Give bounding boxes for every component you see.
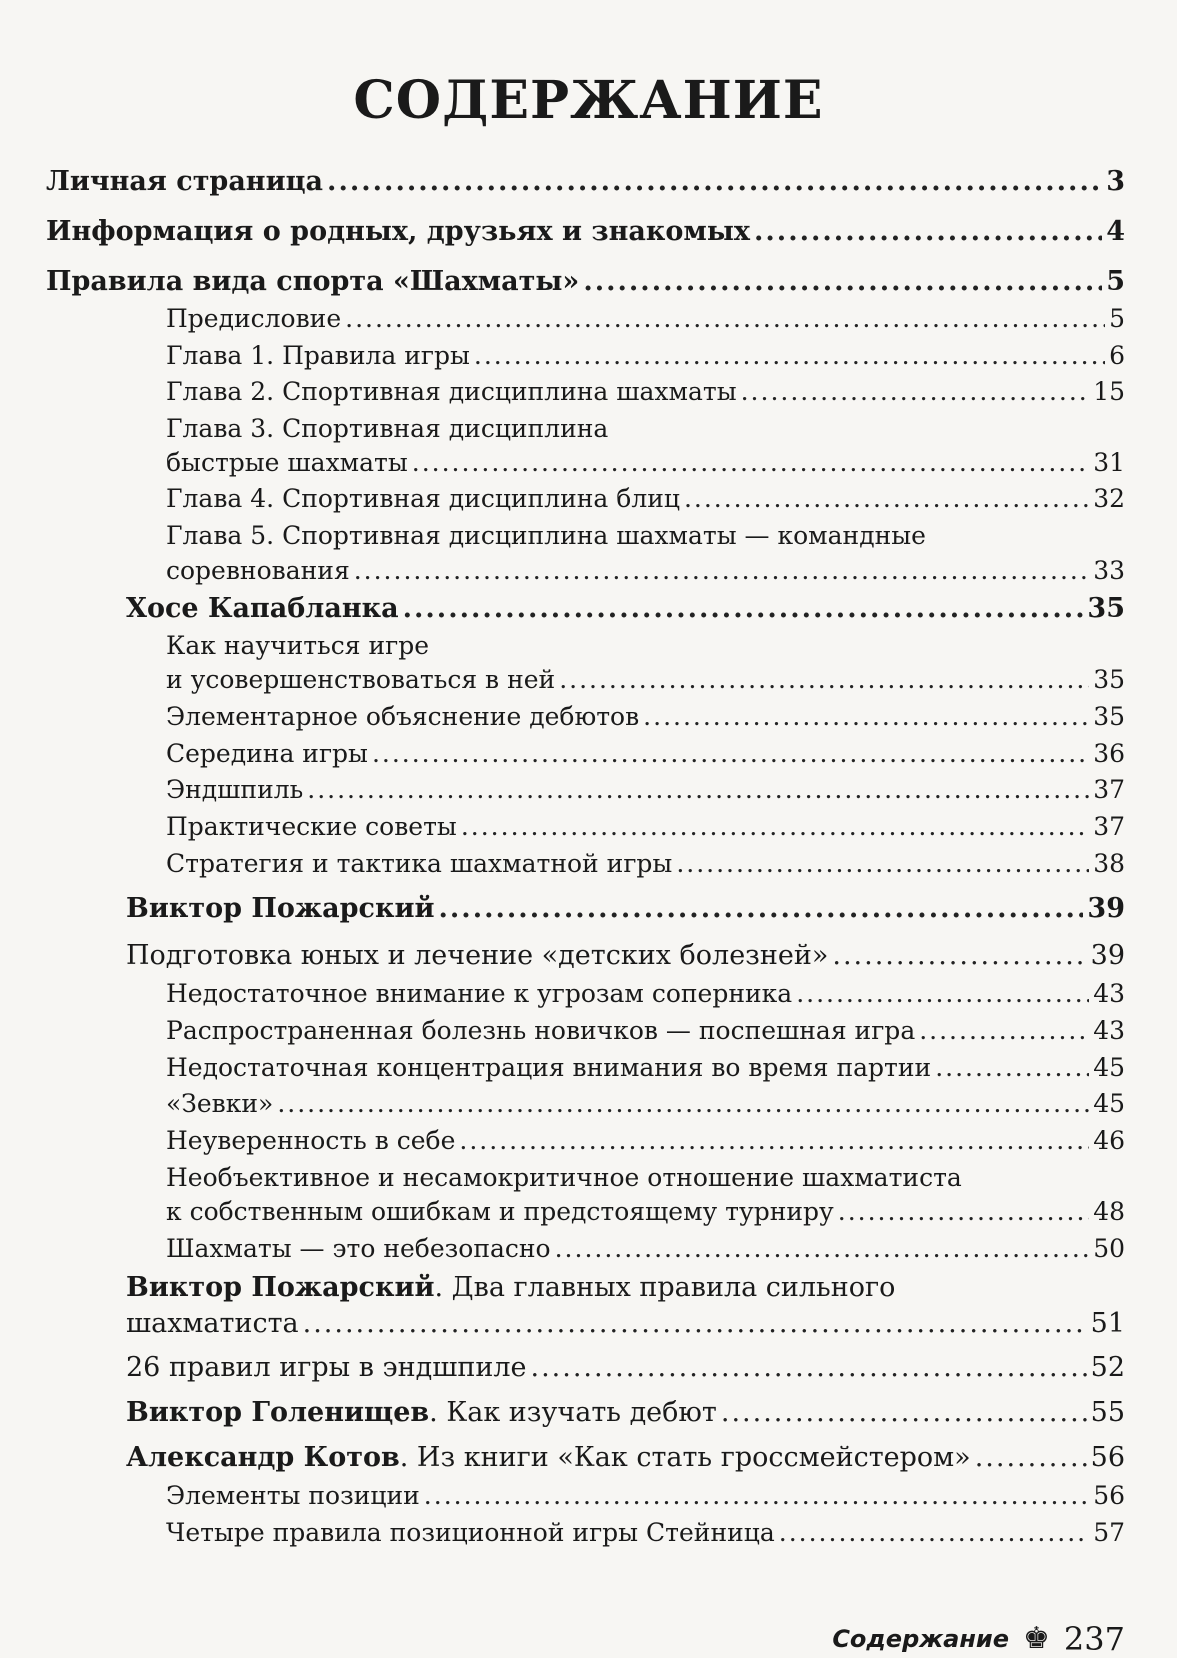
toc-entry[interactable]: Виктор Голенищев. Как изучать дебют ..... 55 [126,1397,1125,1429]
toc-entry[interactable]: Александр Котов. Из книги «Как стать гроссмейстером» ..... 56 [126,1442,1125,1474]
toc-entry[interactable]: и усовершенствоваться в ней ..... 35 [166,664,1125,696]
toc-entry[interactable]: Практические советы ..... 37 [166,811,1125,843]
toc-entry[interactable]: Элементарное объяснение дебютов ..... 35 [166,701,1125,733]
toc-entry[interactable]: Неуверенность в себе ..... 46 [166,1125,1125,1157]
toc-entry[interactable]: Информация о родных, друзьях и знакомых ..... 4 [46,216,1125,248]
toc-entry[interactable]: 26 правил игры в эндшпиле ..... 52 [126,1352,1125,1384]
toc-entry[interactable]: к собственным ошибкам и предстоящему турниру ..... 48 [166,1196,1125,1228]
page-title: СОДЕРЖАНИЕ [353,70,824,131]
toc-entry[interactable]: Глава 2. Спортивная дисциплина шахматы ..... 15 [166,376,1125,408]
toc-entry[interactable]: Хосе Капабланка ..... 35 [126,593,1125,625]
toc-entry[interactable]: Личная страница ..... 3 [46,166,1125,198]
toc-entry[interactable]: Распространенная болезнь новичков — поспешная игра ..... 43 [166,1015,1125,1047]
crown-icon: ♚ [1023,1621,1050,1656]
toc-entry[interactable]: шахматиста ..... 51 [126,1308,1125,1340]
toc-entry[interactable]: Элементы позиции ..... 56 [166,1480,1125,1512]
toc-entry-first-line: Как научиться игре [166,631,430,660]
toc-entry[interactable]: Четыре правила позиционной игры Стейница ..... 57 [166,1517,1125,1549]
page-footer [832,1620,1125,1658]
toc-entry[interactable]: Середина игры ..... 36 [166,738,1125,770]
toc-entry[interactable]: Эндшпиль ..... 37 [166,774,1125,806]
toc-entry[interactable]: Глава 1. Правила игры ..... 6 [166,340,1125,372]
author-name: Виктор Голенищев [126,1397,430,1428]
toc-entry[interactable]: соревнования ..... 33 [166,555,1125,587]
author-name: Александр Котов [126,1442,400,1473]
page-number: 237 [1063,1620,1125,1658]
footer-section-label: Содержание [832,1625,1010,1653]
toc-entry-first-line: Глава 3. Спортивная дисциплина [166,414,609,443]
toc-entry-first-line: Глава 5. Спортивная дисциплина шахматы — командные [166,521,926,550]
toc-entry[interactable]: Виктор Пожарский ..... 39 [126,893,1125,925]
toc-entry[interactable]: Предисловие ..... 5 [166,303,1125,335]
toc-entry[interactable]: Шахматы — это небезопасно ..... 50 [166,1233,1125,1265]
toc-entry[interactable]: Недостаточная концентрация внимания во время партии ..... 45 [166,1052,1125,1084]
toc-entry[interactable]: Глава 4. Спортивная дисциплина блиц ..... 32 [166,483,1125,515]
toc-entry-first-line: Виктор Пожарский. Два главных правила сильного [126,1272,896,1303]
toc-entry[interactable]: «Зевки» ..... 45 [166,1088,1125,1120]
toc-entry[interactable]: быстрые шахматы ..... 31 [166,447,1125,479]
toc-entry[interactable]: Недостаточное внимание к угрозам соперника ..... 43 [166,978,1125,1010]
toc-entry-first-line: Необъективное и несамокритичное отношение шахматиста [166,1163,962,1192]
author-name: Виктор Пожарский [126,1272,435,1303]
toc-entry[interactable]: Стратегия и тактика шахматной игры ..... 38 [166,848,1125,880]
toc-entry[interactable]: Правила вида спорта «Шахматы» ..... 5 [46,266,1125,298]
toc-entry[interactable]: Подготовка юных и лечение «детских болезней» ..... 39 [126,940,1125,972]
